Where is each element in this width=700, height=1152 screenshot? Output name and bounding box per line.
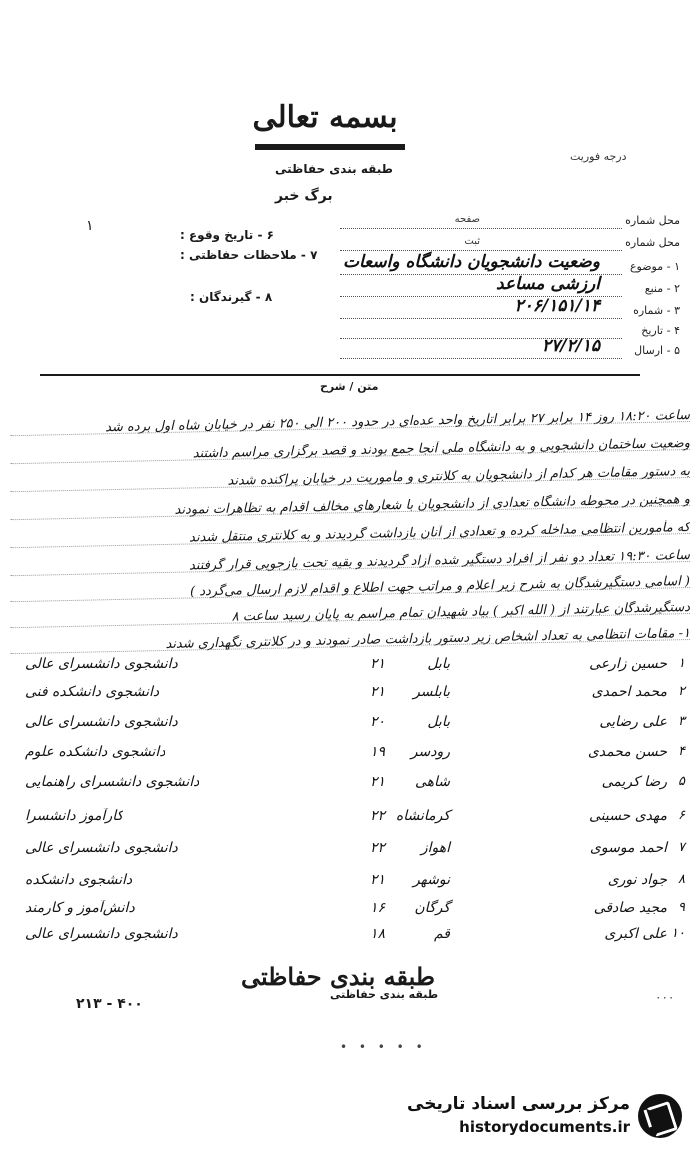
section-title: متن / شرح	[320, 380, 379, 393]
person-row	[25, 656, 685, 684]
narrative-line: دستگیرشدگان عبارتند از ( الله اکبر ) بیاد شهیدان تمام مراسم به پایان رسید ساعت ۸	[10, 600, 690, 629]
person-city: اهواز	[420, 840, 450, 856]
narrative-line: ساعت ۱۸:۲۰ روز ۱۴ برابر ۲۷ برابر اتاریخ واحد عده‌ای در حدود ۲۰۰ الی ۲۵۰ نفر در خیابان شاه اول برده شد	[10, 408, 690, 437]
person-city: گرگان	[414, 900, 450, 916]
person-name: جواد نوری	[607, 872, 667, 888]
person-description: دانشجوی دانشکده فنی	[25, 684, 160, 700]
number-value: ۲۰۶/۱۵۱/۱۴	[514, 296, 600, 316]
person-row	[25, 900, 685, 928]
brand-watermark	[402, 1092, 682, 1142]
person-description: کارآموز دانشسرا	[25, 808, 124, 824]
person-name: محمد احمدی	[591, 684, 667, 700]
footer-code: ۲۱۳ - ۴۰۰	[76, 996, 143, 1012]
person-age: ۲۰	[369, 714, 385, 730]
urgency-label: درجه فوریت	[570, 150, 627, 163]
person-age: ۱۶	[369, 900, 385, 916]
send-date-value: ۲۷/۲/۱۵	[541, 336, 600, 356]
person-city: رودسر	[410, 744, 450, 760]
field-label: ۴ - تاریخ	[641, 324, 680, 337]
person-city: کرمانشاه	[395, 808, 450, 824]
person-row	[25, 926, 685, 954]
person-description: دانشجوی دانشسرای عالی	[25, 840, 178, 856]
person-city: قم	[433, 926, 450, 942]
person-description: دانشجوی دانشسرای عالی	[25, 714, 178, 730]
field-extra: صفحه	[454, 214, 480, 225]
person-age: ۱۸	[369, 926, 385, 942]
field-label: ۱ - موضوع	[629, 260, 680, 273]
person-city: بابلسر	[413, 684, 450, 700]
field-label: ۵ - ارسال	[634, 344, 680, 357]
footer-signature: طبقه بندی حفاظتی	[240, 962, 435, 991]
form-title: برگ خبر	[275, 188, 333, 204]
narrative-line: به دستور مقامات هر کدام از دانشجویان به کلانتری و مأموریت در خیابان پراکنده شدند	[10, 464, 690, 493]
field-label: محل شماره	[625, 214, 680, 227]
footer-dots: • • • • •	[340, 1040, 427, 1054]
person-description: دانشجوی دانشسرای عالی	[25, 926, 178, 942]
narrative-line: و همچنین در محوطه دانشگاه تعدادی از دانشجویان با شعارهای مخالف اقدام به تظاهرات نمودند	[10, 492, 690, 521]
person-name: حسن محمدی	[587, 744, 667, 760]
person-description: دانشجوی دانشکده	[25, 872, 133, 888]
header-stamp-text: بسمه تعالی	[252, 100, 398, 135]
person-city: بابل	[427, 656, 450, 672]
field-row	[340, 296, 680, 324]
person-row	[25, 684, 685, 712]
person-row	[25, 774, 685, 802]
person-description: دانشجوی دانشسرای راهنمایی	[25, 774, 200, 790]
person-number: ۴	[678, 744, 685, 759]
person-row	[25, 872, 685, 900]
person-name: حسین زارعی	[589, 656, 667, 672]
person-row	[25, 714, 685, 742]
footer-mark: ۰۰۰	[655, 990, 675, 1004]
person-number: ۷	[678, 840, 685, 855]
person-age: ۲۲	[369, 840, 385, 856]
person-number: ۹	[678, 900, 685, 915]
person-description: دانشجوی دانشکده علوم	[25, 744, 166, 760]
header-underline	[255, 144, 405, 150]
person-description: دانش‌آموز و کارمند	[25, 900, 135, 916]
field-extra: ثبت	[464, 236, 480, 247]
event-date-label: ۶ - تاریخ وقوع :	[180, 228, 274, 242]
person-age: ۱۹	[369, 744, 385, 760]
brand-name: مرکز بررسی اسناد تاریخی	[407, 1094, 630, 1114]
person-name: رضا کریمی	[601, 774, 667, 790]
person-row	[25, 808, 685, 836]
brand-url: historydocuments.ir	[459, 1118, 630, 1136]
person-age: ۲۱	[369, 774, 385, 790]
person-name: مجید صادقی	[593, 900, 667, 916]
person-number: ۱۰	[671, 926, 685, 941]
classification-label: طبقه بندی حفاظتی	[275, 162, 393, 176]
person-name: علی اکبری	[604, 926, 667, 942]
person-name: علی رضایی	[599, 714, 667, 730]
field-row	[340, 274, 680, 302]
field-line	[340, 250, 622, 251]
person-city: بابل	[427, 714, 450, 730]
person-age: ۲۱	[369, 872, 385, 888]
field-line	[340, 358, 622, 359]
narrative-line: وضعیت ساختمان دانشجویی و به دانشگاه ملی آنجا جمع بودند و قصد برگزاری مراسم داشتند	[10, 436, 690, 465]
person-row	[25, 840, 685, 868]
field-line	[340, 318, 622, 319]
person-name: مهدی حسینی	[589, 808, 667, 824]
person-number: ۲	[678, 684, 685, 699]
person-number: ۱	[678, 656, 685, 671]
person-city: شاهی	[414, 774, 450, 790]
person-number: ۳	[678, 714, 685, 729]
recipients-label: ۸ - گیرندگان :	[190, 290, 273, 304]
narrative-line: ۱- مقامات انتظامی به تعداد اشخاص زیر دستور بازداشت صادر نمودند و در کلانتری نگهداری شدند	[10, 626, 690, 655]
field-line	[340, 228, 622, 229]
person-number: ۵	[678, 774, 685, 789]
narrative-line: ( اسامی دستگیرشدگان به شرح زیر اعلام و مراتب جهت اطلاع و اقدام لازم ارسال می‌گردد )	[10, 574, 690, 603]
person-age: ۲۲	[369, 808, 385, 824]
field-label: محل شماره	[625, 236, 680, 249]
header-stamp	[215, 100, 435, 160]
narrative-line: که مأمورین انتظامی مداخله کرده و تعدادی از آنان بازداشت گردیدند و به کلانتری منتقل شدند	[10, 520, 690, 549]
person-city: نوشهر	[412, 872, 450, 888]
subject-value: وضعیت دانشجویان دانشگاه واسعات	[343, 252, 600, 272]
person-age: ۲۱	[369, 684, 385, 700]
security-remarks-label: ۷ - ملاحظات حفاظتی :	[180, 248, 318, 262]
footer-classification: طبقه بندی حفاظتی	[330, 988, 439, 1001]
field-row	[340, 212, 680, 234]
corner-mark: ۱	[86, 218, 94, 234]
person-name: احمد موسوی	[589, 840, 667, 856]
section-divider	[40, 374, 640, 376]
narrative-line: ساعت ۱۹:۳۰ تعداد دو نفر از افراد دستگیر شده آزاد گردیدند و بقیه تحت بازجویی قرار گرفتند	[10, 548, 690, 577]
field-label: ۳ - شماره	[633, 304, 680, 317]
field-label: ۲ - منبع	[644, 282, 680, 295]
archive-logo-icon	[638, 1094, 682, 1138]
field-row	[340, 322, 680, 344]
person-number: ۶	[678, 808, 685, 823]
person-description: دانشجوی دانشسرای عالی	[25, 656, 178, 672]
person-age: ۲۱	[369, 656, 385, 672]
person-row	[25, 744, 685, 772]
field-row	[340, 336, 680, 364]
source-value: ارزشی مساعد	[496, 274, 600, 294]
person-number: ۸	[678, 872, 685, 887]
